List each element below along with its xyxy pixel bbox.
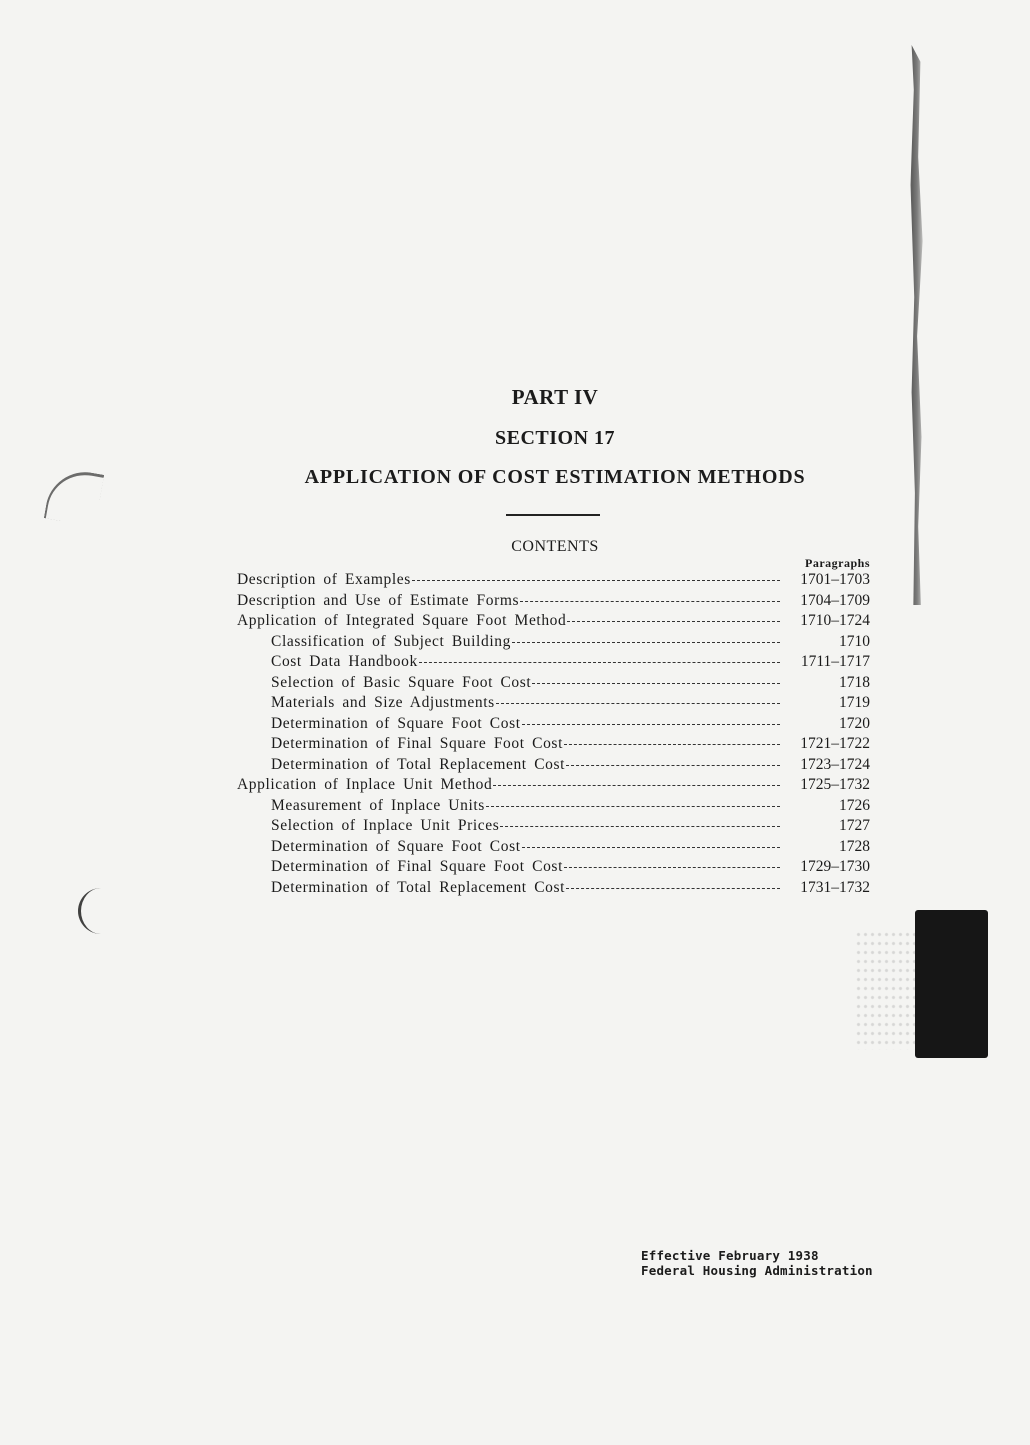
toc-leader xyxy=(522,847,780,848)
scan-edge-artifact xyxy=(905,45,927,605)
toc-entry xyxy=(237,592,870,613)
toc-entry xyxy=(237,838,870,859)
toc-leader xyxy=(522,724,780,725)
toc-leader xyxy=(500,826,780,827)
toc-entry xyxy=(237,735,870,756)
toc-leader xyxy=(412,580,780,581)
toc-entry xyxy=(237,776,870,797)
toc-entry xyxy=(237,858,870,879)
toc-entry-paragraphs: 1719 xyxy=(839,694,870,711)
paragraphs-column-header: Paragraphs xyxy=(805,556,870,570)
toc-entry-label: Description and Use of Estimate Forms xyxy=(237,591,520,609)
toc-entry xyxy=(237,817,870,838)
footer-effective-date: Effective February 1938 xyxy=(641,1248,819,1263)
toc-entry-label: Selection of Basic Square Foot Cost xyxy=(271,673,532,691)
toc-entry-paragraphs: 1729–1730 xyxy=(800,858,870,875)
scan-edge-tab xyxy=(915,910,988,1058)
toc-entry-paragraphs: 1723–1724 xyxy=(800,755,870,773)
toc-leader xyxy=(419,662,780,663)
toc-entry-label: Determination of Square Foot Cost xyxy=(271,837,521,855)
toc-leader xyxy=(564,744,780,745)
toc-entry-paragraphs: 1718 xyxy=(839,673,870,691)
toc-entry xyxy=(237,571,870,592)
toc-entry-paragraphs: 1710–1724 xyxy=(800,612,870,629)
toc-entry-paragraphs: 1727 xyxy=(839,817,870,834)
toc-entry xyxy=(237,797,870,818)
toc-entry-label: Cost Data Handbook xyxy=(271,653,418,670)
toc-entry-paragraphs: 1704–1709 xyxy=(800,591,870,609)
toc-entry-label: Determination of Square Foot Cost xyxy=(271,714,521,732)
toc-entry xyxy=(237,612,870,633)
toc-entry-paragraphs: 1701–1703 xyxy=(800,571,870,588)
toc-entry-label: Description of Examples xyxy=(237,571,411,588)
toc-entry-label: Measurement of Inplace Units xyxy=(271,796,485,814)
footer xyxy=(641,1248,873,1278)
toc-entry-label: Application of Inplace Unit Method xyxy=(237,776,493,793)
toc-entry xyxy=(237,674,870,695)
toc-entry-label: Determination of Final Square Foot Cost xyxy=(271,858,563,875)
toc-entry-label: Materials and Size Adjustments xyxy=(271,694,495,711)
toc-leader xyxy=(564,867,780,868)
title-divider xyxy=(506,514,600,516)
toc-leader xyxy=(520,601,780,602)
toc-entry-label: Selection of Inplace Unit Prices xyxy=(271,817,500,834)
part-title: PART IV xyxy=(511,385,599,409)
toc-entry-label: Classification of Subject Building xyxy=(271,632,511,650)
toc-entry xyxy=(237,879,870,900)
toc-entry-paragraphs: 1726 xyxy=(839,796,870,814)
toc-entry-label: Application of Integrated Square Foot Method xyxy=(237,612,567,629)
toc-entry-label: Determination of Total Replacement Cost xyxy=(271,878,566,896)
toc-leader xyxy=(496,703,780,704)
toc-leader xyxy=(532,683,780,684)
toc-leader xyxy=(567,621,780,622)
toc-leader xyxy=(512,642,780,643)
toc-entry xyxy=(237,756,870,777)
toc-entry-paragraphs: 1728 xyxy=(839,837,870,855)
toc-entry-label: Determination of Final Square Foot Cost xyxy=(271,735,563,752)
toc-leader xyxy=(566,765,780,766)
toc-entry-paragraphs: 1720 xyxy=(839,714,870,732)
toc-entry xyxy=(237,715,870,736)
toc-entry-paragraphs: 1725–1732 xyxy=(800,776,870,793)
footer-agency: Federal Housing Administration xyxy=(641,1263,873,1278)
toc-entry-paragraphs: 1721–1722 xyxy=(800,735,870,752)
table-of-contents xyxy=(237,571,870,899)
toc-leader xyxy=(486,806,780,807)
scan-mark xyxy=(78,888,115,934)
section-title: SECTION 17 xyxy=(494,427,616,449)
toc-entry xyxy=(237,653,870,674)
toc-entry-paragraphs: 1731–1732 xyxy=(800,878,870,896)
toc-entry xyxy=(237,694,870,715)
toc-leader xyxy=(493,785,780,786)
toc-entry-label: Determination of Total Replacement Cost xyxy=(271,755,566,773)
toc-entry-paragraphs: 1711–1717 xyxy=(800,653,870,670)
page-title: APPLICATION OF COST ESTIMATION METHODS xyxy=(304,466,806,488)
toc-leader xyxy=(566,888,780,889)
contents-heading: CONTENTS xyxy=(511,538,599,555)
toc-entry-paragraphs: 1710 xyxy=(839,632,870,650)
toc-entry xyxy=(237,633,870,654)
